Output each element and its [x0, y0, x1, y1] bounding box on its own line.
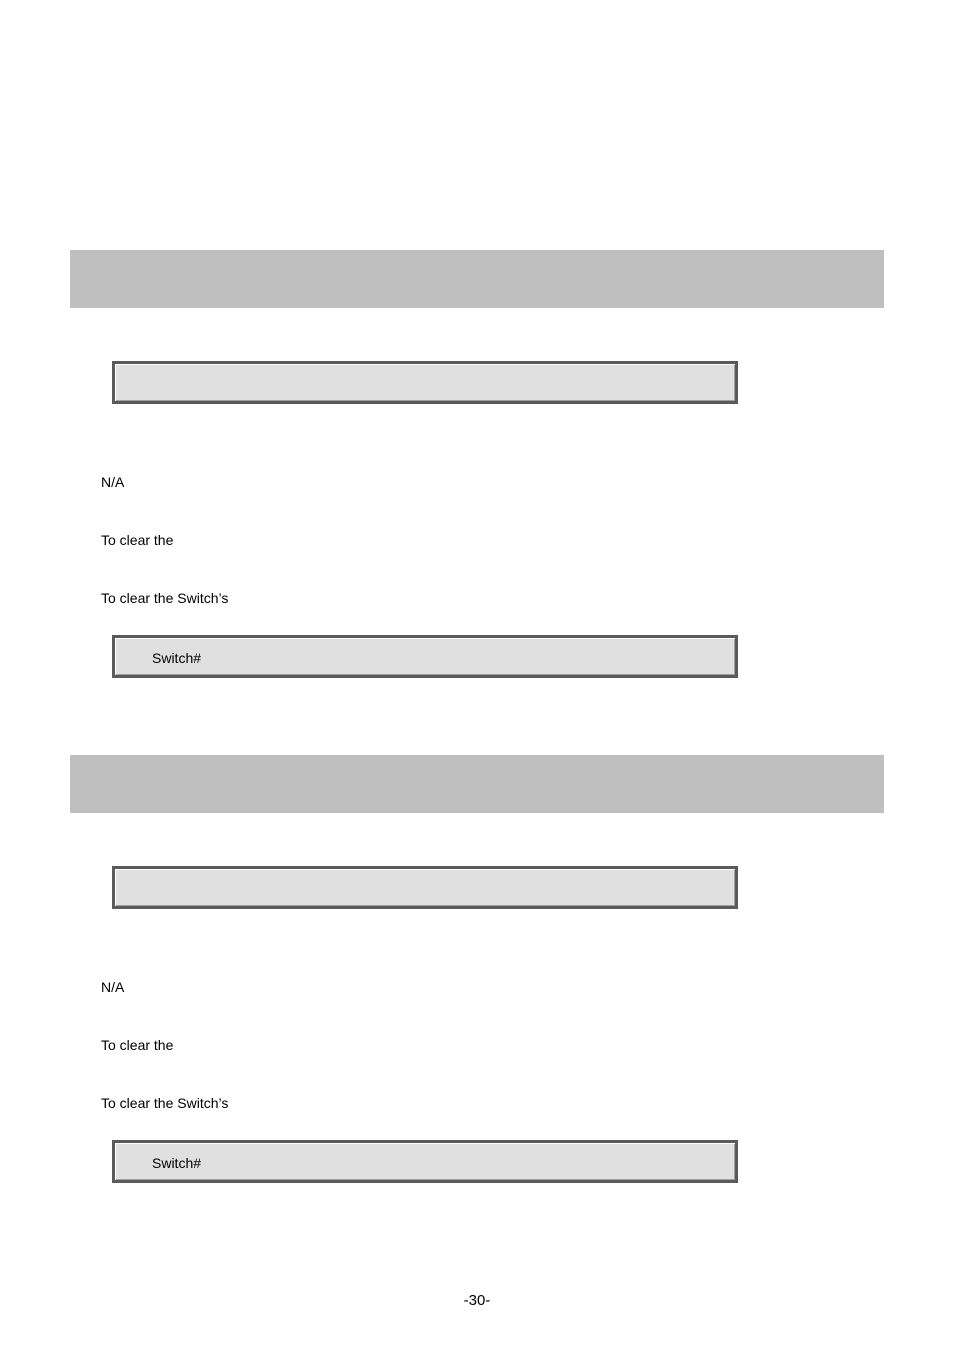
parameter-text-2: N/A	[101, 979, 125, 995]
usage-text-2: To clear the	[101, 1037, 174, 1053]
example-text-2: To clear the Switch’s	[101, 1095, 229, 1111]
page-number: -30-	[463, 1292, 491, 1309]
syntax-command-box-2	[112, 866, 738, 909]
parameter-text-1: N/A	[101, 474, 125, 490]
section-heading-bar-1	[70, 250, 884, 308]
syntax-command-box-1	[112, 361, 738, 404]
example-prompt-1: Switch#	[152, 650, 202, 666]
usage-text-1: To clear the	[101, 532, 174, 548]
example-command-box-1	[112, 635, 738, 678]
example-text-1: To clear the Switch’s	[101, 590, 229, 606]
example-prompt-2: Switch#	[152, 1155, 202, 1171]
example-command-box-2	[112, 1140, 738, 1183]
section-heading-bar-2	[70, 755, 884, 813]
